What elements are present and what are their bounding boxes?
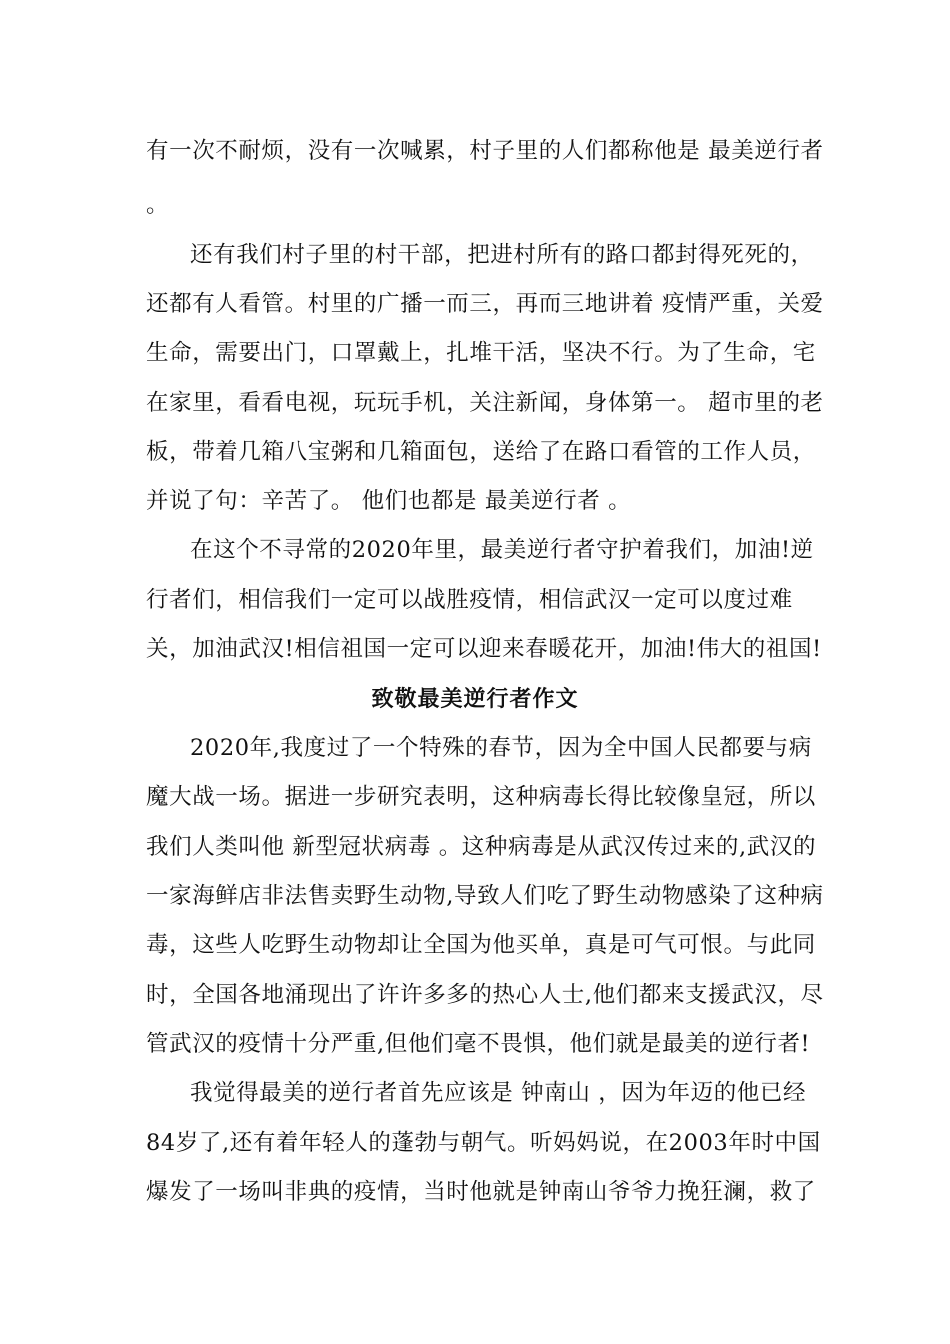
- paragraph-line: 并说了句：辛苦了。 他们也都是 最美逆行者 。: [146, 488, 632, 514]
- paragraph-line: 魔大战一场。据进一步研究表明，这种病毒长得比较像皇冠，所以: [146, 784, 816, 810]
- paragraph-line: 有一次不耐烦，没有一次喊累，村子里的人们都称他是 最美逆行者: [146, 138, 824, 164]
- paragraph-line: 生命，需要出门，口罩戴上，扎堆干活，坚决不行。为了生命，宅: [146, 340, 816, 366]
- paragraph-line: 关，加油武汉!相信祖国一定可以迎来春暖花开，加油!伟大的祖国!: [146, 636, 822, 662]
- paragraph-line: 我们人类叫他 新型冠状病毒 。这种病毒是从武汉传过来的,武汉的: [146, 834, 817, 860]
- paragraph-line: 还都有人看管。村里的广播一而三，再而三地讲着 疫情严重，关爱: [146, 291, 824, 317]
- paragraph-line: 行者们，相信我们一定可以战胜疫情，相信武汉一定可以度过难: [146, 587, 793, 613]
- paragraph-line: 管武汉的疫情十分严重,但他们毫不畏惧，他们就是最美的逆行者!: [146, 1031, 811, 1057]
- paragraph-line: 在这个不寻常的2020年里，最美逆行者守护着我们，加油!逆: [190, 537, 814, 563]
- paragraph-line: 毒，这些人吃野生动物却让全国为他买单，真是可气可恨。与此同: [146, 932, 816, 958]
- paragraph-line: 时，全国各地涌现出了许许多多的热心人士,他们都来支援武汉，尽: [146, 982, 824, 1008]
- paragraph-line: 84岁了,还有着年轻人的蓬勃与朝气。听妈妈说，在2003年时中国: [146, 1130, 821, 1156]
- paragraph-line: 一家海鲜店非法售卖野生动物,导致人们吃了野生动物感染了这种病: [146, 883, 824, 909]
- paragraph-line: 在家里，看看电视，玩玩手机，关注新闻，身体第一。 超市里的老: [146, 390, 824, 416]
- paragraph-line: 2020年,我度过了一个特殊的春节，因为全中国人民都要与病: [190, 735, 812, 761]
- paragraph-line: 还有我们村子里的村干部，把进村所有的路口都封得死死的，: [190, 242, 814, 268]
- paragraph-line: 。: [146, 192, 170, 218]
- essay-title: 致敬最美逆行者作文: [371, 686, 579, 712]
- paragraph-line: 我觉得最美的逆行者首先应该是 钟南山 ，因为年迈的他已经: [190, 1080, 807, 1106]
- paragraph-line: 爆发了一场叫非典的疫情，当时他就是钟南山爷爷力挽狂澜，救了: [146, 1179, 816, 1205]
- paragraph-line: 板，带着几箱八宝粥和几箱面包，送给了在路口看管的工作人员，: [146, 439, 816, 465]
